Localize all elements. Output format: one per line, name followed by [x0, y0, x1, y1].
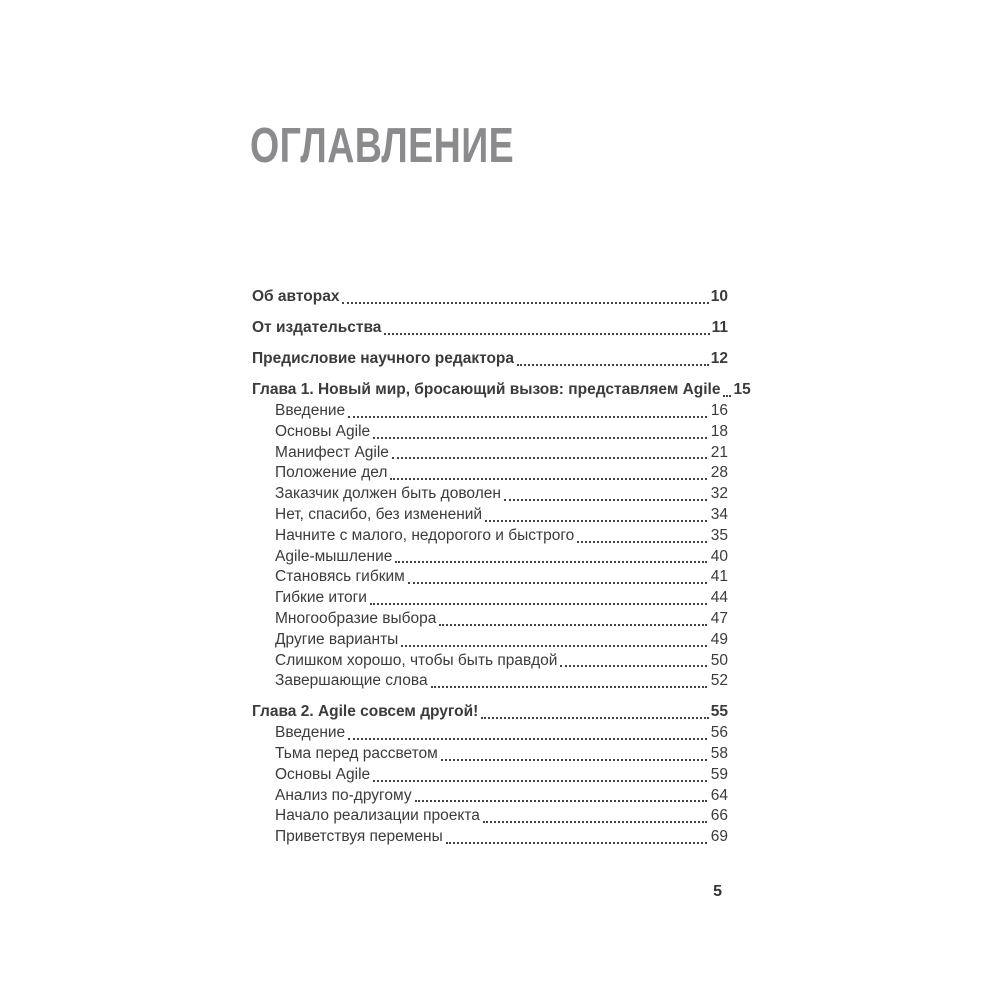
toc-entry-page: 49	[710, 630, 728, 648]
dot-leader	[504, 499, 707, 501]
toc-entry	[252, 765, 728, 786]
toc-entry-page: 55	[710, 703, 728, 721]
toc-entry-page: 11	[711, 319, 728, 336]
dot-leader	[560, 665, 706, 667]
page-title: ОГЛАВЛЕНИЕ	[250, 117, 515, 173]
toc-entry	[252, 443, 728, 464]
dot-leader	[395, 561, 706, 563]
table-of-contents	[252, 277, 751, 848]
toc-entry-label: Гибкие итоги	[275, 589, 367, 607]
toc-entry-label: Основы Agile	[275, 765, 371, 783]
toc-entry	[252, 347, 728, 370]
toc-entry-page: 58	[710, 744, 728, 762]
toc-entry-page: 59	[710, 765, 728, 783]
toc-entry	[252, 806, 728, 827]
toc-entry-page: 10	[710, 288, 728, 305]
toc-entry	[252, 630, 728, 651]
toc-entry-label: Начало реализации проекта	[275, 807, 480, 825]
toc-entry-label: Предисловие научного редактора	[252, 350, 515, 367]
dot-leader	[342, 302, 708, 304]
toc-entry-page: 28	[710, 464, 728, 482]
dot-leader	[481, 717, 708, 719]
toc-entry-page: 15	[733, 381, 751, 398]
dot-leader	[517, 364, 709, 366]
toc-entry	[252, 744, 728, 765]
toc-entry-page: 35	[710, 526, 728, 544]
toc-entry	[252, 588, 728, 609]
dot-leader	[431, 686, 707, 688]
toc-entry	[252, 786, 728, 807]
toc-entry-page: 69	[710, 828, 728, 846]
toc-entry	[252, 547, 728, 568]
toc-entry	[252, 316, 728, 339]
toc-entry	[252, 723, 728, 744]
toc-entry-page: 12	[710, 350, 728, 367]
dot-leader	[441, 759, 707, 761]
dot-leader	[415, 800, 707, 802]
toc-entry	[252, 609, 728, 630]
toc-entry	[252, 463, 728, 484]
toc-entry-page: 18	[710, 422, 728, 440]
dot-leader	[723, 395, 731, 397]
toc-entry-page: 56	[710, 724, 728, 742]
dot-leader	[439, 624, 706, 626]
dot-leader	[577, 541, 706, 543]
toc-entry-page: 32	[710, 485, 728, 503]
toc-entry-page: 44	[710, 589, 728, 607]
toc-entry-label: Другие варианты	[275, 630, 399, 648]
dot-leader	[348, 738, 707, 740]
toc-entry-label: Нет, спасибо, без изменений	[275, 505, 483, 523]
toc-entry	[252, 401, 728, 422]
toc-entry-label: Основы Agile	[275, 422, 371, 440]
toc-entry	[252, 567, 728, 588]
toc-entry-label: Глава 2. Agile совсем другой!	[252, 703, 479, 721]
toc-entry	[252, 827, 728, 848]
toc-entry-label: От издательства	[252, 319, 382, 336]
toc-entry-page: 64	[710, 786, 728, 804]
toc-entry-label: Тьма перед рассветом	[275, 744, 438, 762]
toc-entry	[252, 422, 728, 443]
toc-entry-label: Заказчик должен быть доволен	[275, 485, 501, 503]
dot-leader	[483, 821, 707, 823]
toc-entry-label: Введение	[275, 402, 346, 419]
toc-entry-page: 34	[710, 505, 728, 523]
toc-entry-page: 16	[710, 402, 728, 419]
dot-leader	[373, 780, 707, 782]
toc-entry	[252, 700, 728, 723]
toc-entry	[252, 505, 728, 526]
toc-entry-page: 47	[710, 609, 728, 627]
toc-entry	[252, 651, 728, 672]
dot-leader	[485, 520, 707, 522]
toc-entry	[252, 378, 751, 401]
toc-entry-page: 52	[710, 672, 728, 690]
toc-entry-page: 50	[710, 651, 728, 669]
toc-entry-label: Манифест Agile	[275, 443, 389, 461]
toc-entry-label: Положение дел	[275, 464, 388, 482]
dot-leader	[384, 333, 709, 335]
dot-leader	[401, 645, 706, 647]
toc-entry-page: 40	[710, 547, 728, 565]
toc-entry	[252, 671, 728, 692]
toc-entry-label: Глава 1. Новый мир, бросающий вызов: представляем Agile	[252, 381, 721, 398]
toc-entry-label: Об авторах	[252, 288, 340, 305]
dot-leader	[373, 437, 707, 439]
toc-entry-label: Слишком хорошо, чтобы быть правдой	[275, 651, 558, 669]
toc-entry-label: Завершающие слова	[275, 672, 428, 690]
toc-entry	[252, 484, 728, 505]
toc-entry-label: Становясь гибким	[275, 568, 405, 586]
dot-leader	[390, 478, 706, 480]
toc-entry-page: 41	[710, 568, 728, 586]
toc-entry	[252, 526, 728, 547]
toc-entry-page: 21	[710, 443, 728, 461]
toc-entry-label: Приветствуя перемены	[275, 828, 443, 846]
toc-entry-label: Agile-мышление	[275, 547, 393, 565]
toc-entry-label: Многообразие выбора	[275, 609, 437, 627]
dot-leader	[348, 416, 707, 418]
dot-leader	[446, 842, 707, 844]
dot-leader	[370, 603, 707, 605]
toc-entry-label: Начните с малого, недорогого и быстрого	[275, 526, 575, 544]
toc-entry-page: 66	[710, 807, 728, 825]
page-number: 5	[713, 883, 722, 900]
dot-leader	[408, 582, 707, 584]
dot-leader	[392, 457, 707, 459]
toc-entry-label: Анализ по-другому	[275, 786, 412, 804]
toc-entry	[252, 285, 728, 308]
toc-entry-label: Введение	[275, 724, 346, 742]
